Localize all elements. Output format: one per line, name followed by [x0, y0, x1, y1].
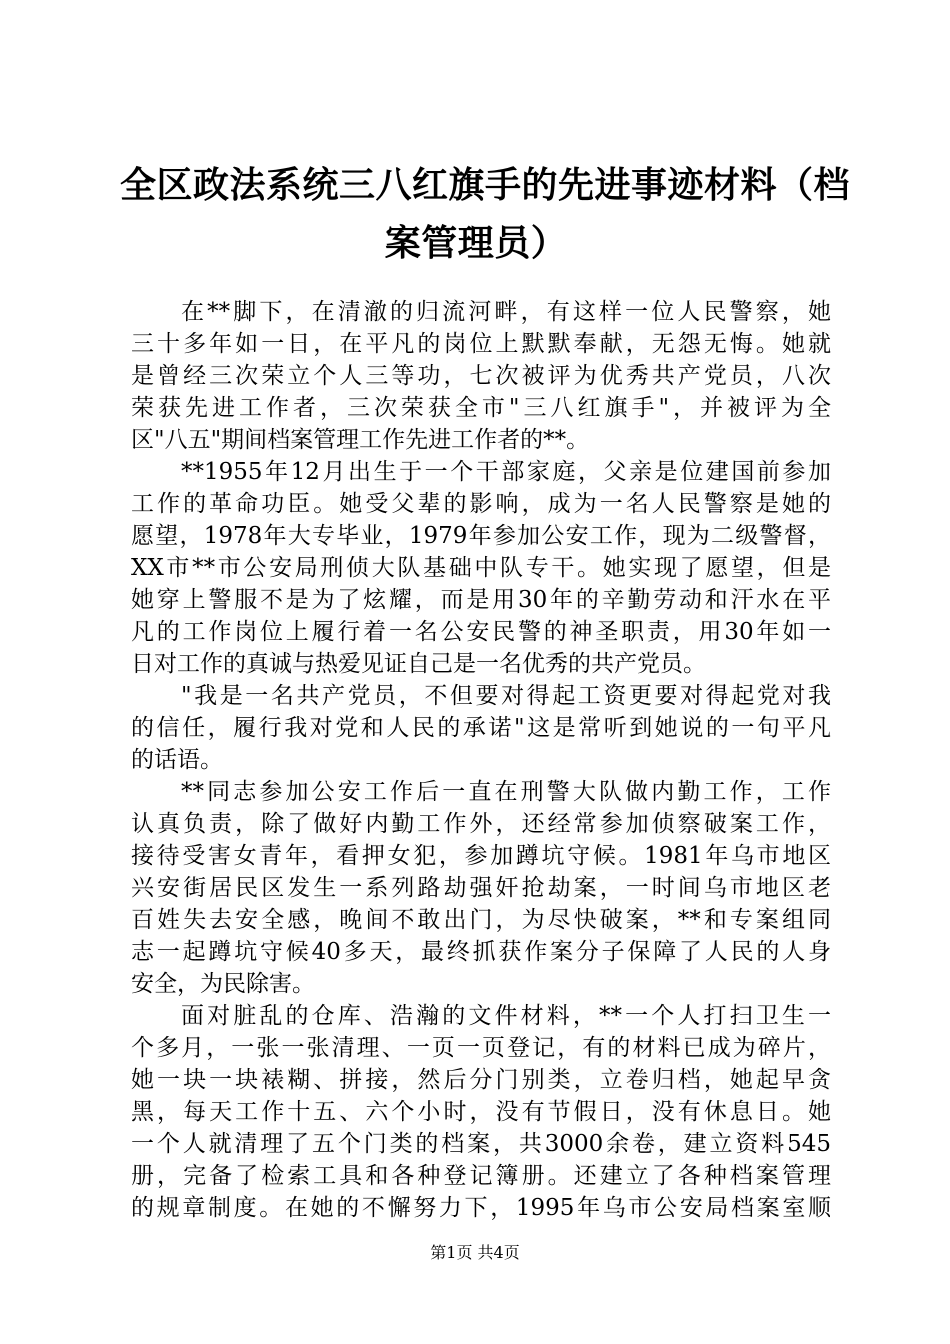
text-line: 安全，为民除害。	[131, 971, 315, 997]
document-title	[120, 157, 851, 273]
text-line: 她一块一块裱糊、拼接，然后分门别类，立卷归档，她起早贪	[131, 1067, 831, 1093]
text-line: 个多月，一张一张清理、一页一页登记，有的材料已成为碎片，	[131, 1035, 831, 1061]
text-line: 是曾经三次荣立个人三等功，七次被评为优秀共产党员，八次	[131, 363, 831, 389]
text-line: 志一起蹲坑守候40多天，最终抓获作案分子保障了人民的人身	[131, 939, 831, 965]
document-body	[131, 296, 831, 1224]
text-line: 认真负责，除了做好内勤工作外，还经常参加侦察破案工作，	[131, 811, 831, 837]
text-line: 黑，每天工作十五、六个小时，没有节假日，没有休息日。她	[131, 1099, 831, 1125]
text-line: **同志参加公安工作后一直在刑警大队做内勤工作，工作	[181, 779, 831, 805]
text-line: 百姓失去安全感，晚间不敢出门，为尽快破案，**和专案组同	[131, 907, 831, 933]
text-line: XX市**市公安局刑侦大队基础中队专干。她实现了愿望，但是	[131, 555, 831, 581]
text-line: 在**脚下，在清澈的归流河畔，有这样一位人民警察，她	[181, 299, 831, 325]
paragraph	[131, 1000, 831, 1224]
text-line: 的话语。	[131, 747, 223, 773]
text-line: 三十多年如一日，在平凡的岗位上默默奉献，无怨无悔。她就	[131, 331, 831, 357]
title-line-2: 案管理员）	[384, 223, 568, 264]
text-line: 愿望，1978年大专毕业，1979年参加公安工作，现为二级警督，	[131, 523, 831, 549]
text-line: 的规章制度。在她的不懈努力下，1995年乌市公安局档案室顺	[131, 1195, 831, 1221]
text-line: **1955年12月出生于一个干部家庭，父亲是位建国前参加	[181, 459, 831, 485]
paragraph	[131, 776, 831, 1000]
page-footer: 第1页 共4页	[430, 1243, 520, 1262]
text-line: 册，完备了检索工具和各种登记簿册。还建立了各种档案管理	[131, 1163, 831, 1189]
paragraph	[131, 680, 831, 776]
text-line: "我是一名共产党员，不但要对得起工资更要对得起党对我	[181, 683, 831, 709]
text-line: 她穿上警服不是为了炫耀，而是用30年的辛勤劳动和汗水在平	[131, 587, 831, 613]
text-line: 接待受害女青年，看押女犯，参加蹲坑守候。1981年乌市地区	[131, 843, 831, 869]
text-line: 荣获先进工作者，三次荣获全市"三八红旗手"，并被评为全	[131, 395, 831, 421]
text-line: 面对脏乱的仓库、浩瀚的文件材料，**一个人打扫卫生一	[181, 1003, 831, 1029]
text-line: 一个人就清理了五个门类的档案，共3000余卷，建立资料545	[131, 1131, 831, 1157]
text-line: 的信任，履行我对党和人民的承诺"这是常听到她说的一句平凡	[131, 715, 831, 741]
paragraph	[131, 296, 831, 456]
text-line: 区"八五"期间档案管理工作先进工作者的**。	[131, 427, 590, 453]
text-line: 工作的革命功臣。她受父辈的影响，成为一名人民警察是她的	[131, 491, 831, 517]
paragraph	[131, 456, 831, 680]
text-line: 日对工作的真诚与热爱见证自己是一名优秀的共产党员。	[131, 651, 706, 677]
text-line: 凡的工作岗位上履行着一名公安民警的神圣职责，用30年如一	[131, 619, 831, 645]
text-line: 兴安街居民区发生一系列路劫强奸抢劫案，一时间乌市地区老	[131, 875, 831, 901]
title-line-1: 全区政法系统三八红旗手的先进事迹材料（档	[120, 165, 851, 206]
